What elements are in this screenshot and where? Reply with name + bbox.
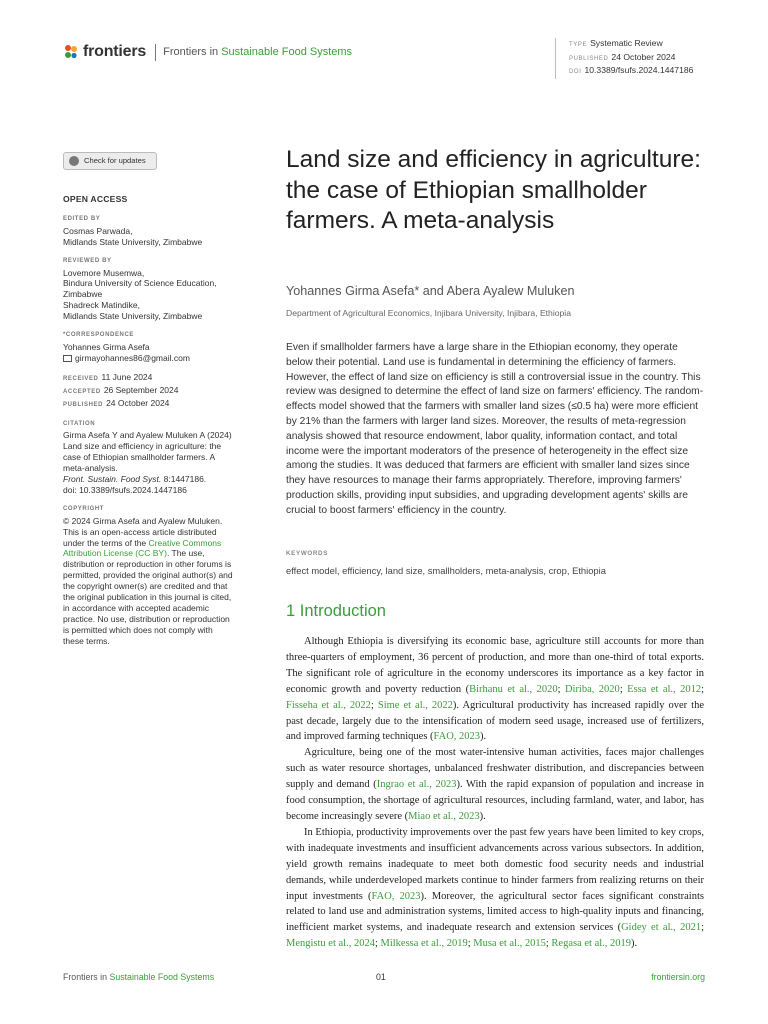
dates: RECEIVED 11 June 2024 ACCEPTED 26 September 2024 PUBLISHED 24 October 2024 (63, 371, 179, 408)
update-icon (69, 156, 79, 166)
citation-link[interactable]: Diriba, 2020 (564, 683, 620, 695)
header-divider (155, 44, 156, 61)
article-title: Land size and efficiency in agriculture: the case of Ethiopian smallholder farmers. A meta-analysis (286, 146, 701, 234)
check-for-updates-button[interactable]: Check for updates (63, 152, 157, 170)
citation-link[interactable]: Milkessa et al., 2019 (380, 938, 468, 950)
reviewed-by: REVIEWED BY Lovemore Musemwa, Bindura University of Science Education, Zimbabwe Shadreck Matindike, Midlands State University, Zimbabwe (63, 257, 217, 322)
keywords: effect model, efficiency, land size, smallholders, meta-analysis, crop, Ethiopia (286, 565, 606, 576)
paragraph: Agriculture, being one of the most water-intensive human activities, faces major challenges such as water resource shortages, unbalanced freshwater distribution, and discrepancies between supply and demand (Ingrao et al., 2023). With the rapid expansion of population and increase in food consumption, the shortage of agricultural resources, including farmland, water, and labor, has become increasingly severe (Miao et al., 2023). (286, 747, 704, 822)
frontiers-logo-icon (63, 44, 79, 60)
brand-name: frontiers (83, 43, 147, 60)
frontiers-header (63, 42, 352, 62)
journal-name[interactable] (163, 46, 352, 58)
email-link[interactable]: girmayohannes86@gmail.com (63, 353, 258, 364)
journal-prefix: Frontiers in (163, 46, 219, 58)
page-number: 01 (376, 972, 386, 982)
open-access-label: OPEN ACCESS (63, 194, 128, 204)
authors: Yohannes Girma Asefa* and Abera Ayalew Muluken (286, 284, 575, 298)
correspondence: *CORRESPONDENCE Yohannes Girma Asefa girmayohannes86@gmail.com (63, 330, 258, 364)
citation-link[interactable]: Sime et al., 2022 (377, 699, 453, 711)
paragraph: In Ethiopia, productivity improvements over the past few years have been limited to key crops, with inadequate investments and insufficient advancements across various subsectors. In addition, yield growth remains inadequate to meet both domestic food security needs and industrial demands, while underdeveloped markets continue to hinder farmers from realizing returns on their input investments (FAO, 2023). Moreover, the agricultural sector faces significant constraints related to land use and administration systems, limited access to high-quality inputs and financing, inefficient market systems, and inadequate research and extension services (Gidey et al., 2021; Mengistu et al., 2024; Milkessa et al., 2019; Musa et al., 2015; Regasa et al., 2019). (286, 826, 704, 950)
citation-link[interactable]: Gidey et al., 2021 (621, 922, 702, 934)
citation-link[interactable]: FAO, 2023 (371, 890, 421, 902)
meta-published: PUBLISHED 24 October 2024 (569, 51, 676, 62)
edited-by: EDITED BY Cosmas Parwada, Midlands State University, Zimbabwe (63, 215, 203, 247)
citation-link[interactable]: Mengistu et al., 2024 (286, 938, 375, 950)
citation-link[interactable]: Ingrao et al., 2023 (376, 779, 457, 791)
cc-license-link-cont[interactable]: Attribution License (CC BY) (63, 548, 167, 559)
meta-type: TYPE Systematic Review (569, 38, 663, 48)
citation-doi[interactable]: doi: 10.3389/fsufs.2024.1447186 (63, 484, 187, 495)
keywords-label: KEYWORDS (286, 550, 329, 557)
cc-license-link[interactable]: Creative Commons (148, 537, 222, 548)
citation-link[interactable]: Fisseha et al., 2022 (286, 699, 371, 711)
paragraph: Although Ethiopia is diversifying its economic base, agriculture still accounts for more than three-quarters of employment, 36 percent of production, and more than one-third of total exports. The significant role of agriculture in the economy underscores its importance as a key factor in economic growth and poverty reduction (Birhanu et al., 2020; Diriba, 2020; Essa et al., 2012; Fisseha et al., 2022; Sime et al., 2022). Agricultural productivity has increased rapidly over the past decade, largely due to the intensification of modern seed usage, increased use of fertilizers, and improved farming techniques (FAO, 2023). (286, 636, 705, 743)
citation-link[interactable]: Miao et al., 2023 (408, 810, 480, 822)
journal-title: Sustainable Food Systems (221, 46, 353, 58)
affiliation: Department of Agricultural Economics, Injibara University, Injibara, Ethiopia (286, 308, 571, 318)
copyright: COPYRIGHT © 2024 Girma Asefa and Ayalew Muluken. This is an open-access article distributed under the terms of the Creative Commons Attribution License (CC BY). The use, distribution or reproduction in other forums is permitted, provided the original author(s) and the copyright owner(s) are credited and that the original publication in this journal is cited, in accordance with accepted academic practice. No use, distribution or reproduction is permitted which does not comply with these terms. (63, 505, 233, 646)
citation-link[interactable]: Musa et al., 2015 (473, 938, 546, 950)
mail-icon (63, 355, 72, 362)
article-meta (555, 38, 693, 79)
citation: CITATION Girma Asefa Y and Ayalew Muluken A (2024) Land size and efficiency in agriculture: the case of Ethiopian smallholder farmers. A meta-analysis. Front. Sustain. Food Syst. 8:1447186. doi: 10.3389/fsufs.2024.1447186 (63, 419, 258, 496)
footer-journal[interactable]: Frontiers in Sustainable Food Systems (63, 972, 215, 982)
citation-link[interactable]: Birhanu et al., 2020 (469, 683, 558, 695)
citation-link[interactable]: Regasa et al., 2019 (551, 938, 632, 950)
sidebar (63, 152, 258, 655)
meta-doi[interactable]: DOI 10.3389/fsufs.2024.1447186 (569, 65, 694, 76)
abstract: Even if smallholder farmers have a large share in the Ethiopian economy, they operate below their potential. Land use is fundamental in determining the efficiency of farmers. However, the effect of land size on efficiency is still a controversial issue in the country. This review was designed to determine the effect of land size on farmers' efficiency. The random-effects model showed that the farmers with smaller land sizes (≤0.5 ha) were more efficient by 21% than the farmers with larger land sizes. Moreover, the results of meta-regression analysis showed that resource endowment, labor quality, information contact, and total income were the important moderators of the presence of heterogeneity in the effect size among the studies. It was deduced that farmers are efficient with smaller land sizes since they have resources to manage their farms appropriately. Therefore, improving farmers' production skills, providing input subsidies, and upgrading development agents' skills are crucial to boost farmers' efficiency in the country. (286, 342, 704, 516)
citation-link[interactable]: Essa et al., 2012 (627, 683, 702, 695)
site-link[interactable]: frontiersin.org (651, 972, 705, 982)
introduction-body (286, 634, 704, 952)
section-heading-introduction: 1 Introduction (286, 602, 386, 620)
citation-link[interactable]: FAO, 2023 (433, 731, 481, 743)
